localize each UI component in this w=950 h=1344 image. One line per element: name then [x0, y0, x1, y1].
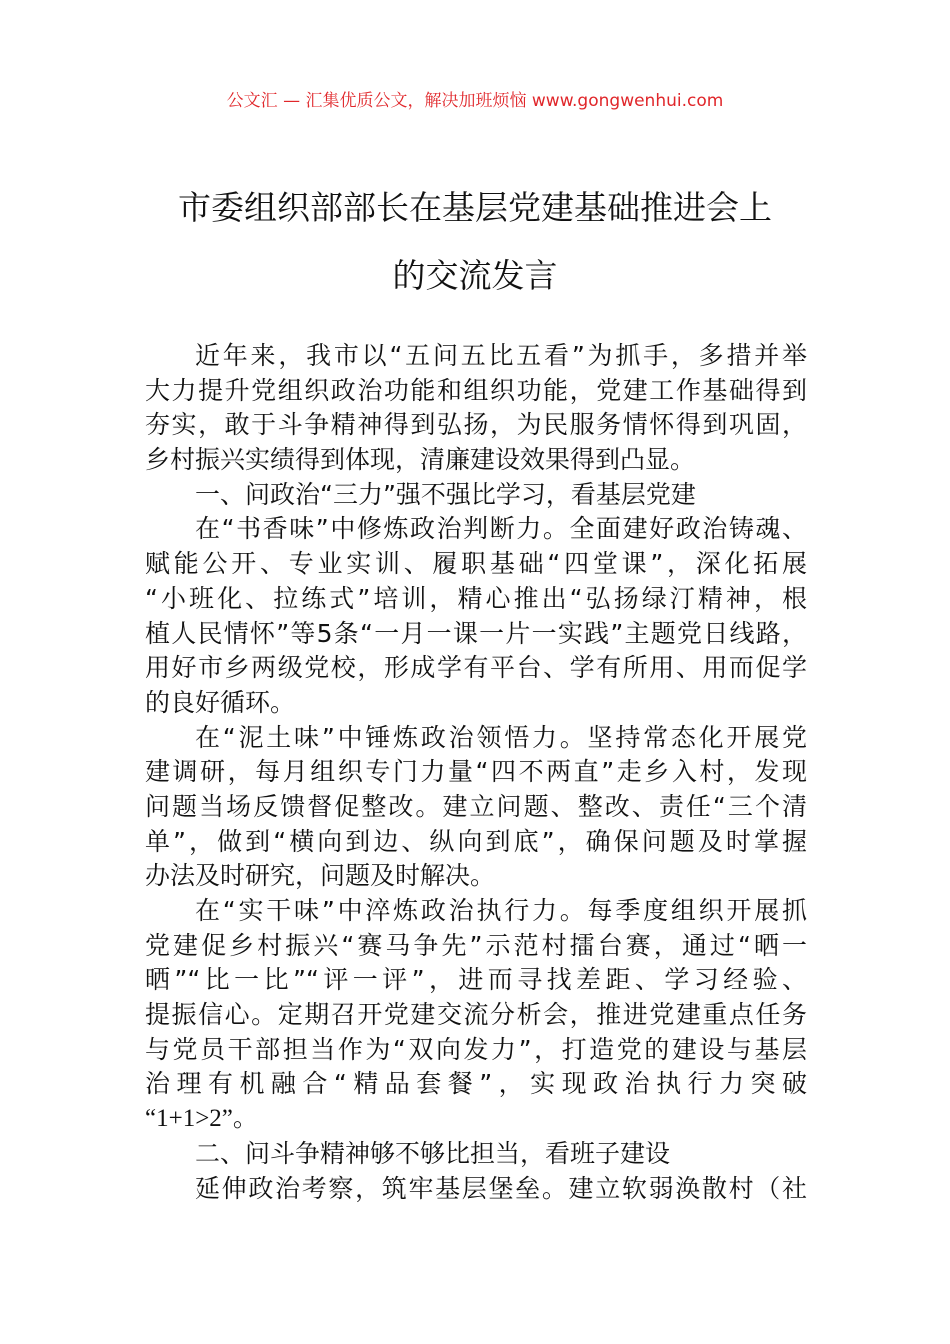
body-line: “小班化、拉练式”培训，精心推出“弘扬绿汀精神，根: [145, 583, 807, 613]
body-line: 用好市乡两级党校，形成学有平台、学有所用、用而促学: [145, 653, 807, 683]
body-line: 党建促乡村振兴“赛马争先”示范村擂台赛，通过“晒一: [145, 930, 807, 960]
body-line: 赋能公开、专业实训、履职基础“四堂课”，深化拓展: [145, 549, 807, 579]
body-line: 延伸政治考察，筑牢基层堡垒。建立软弱涣散村（社: [195, 1173, 807, 1203]
body-line: 近年来，我市以“五问五比五看”为抓手，多措并举: [195, 341, 807, 370]
body-line: 办法及时研究，问题及时解决。: [145, 861, 496, 891]
body-line: 夯实，敢于斗争精神得到弘扬，为民服务情怀得到巩固，: [145, 410, 807, 440]
body-line: 单”，做到“横向到边、纵向到底”，确保问题及时掌握: [145, 826, 807, 856]
body-line: 建调研，每月组织专门力量“四不两直”走乡入村，发现: [145, 757, 807, 787]
body-line: 提振信心。定期召开党建交流分析会，推进党建重点任务: [145, 1000, 807, 1030]
body-line: 在“泥土味”中锤炼政治领悟力。坚持常态化开展党: [195, 722, 807, 752]
document-title-line-1: 市委组织部部长在基层党建基础推进会上: [178, 188, 772, 227]
document-title-line-2: 的交流发言: [392, 256, 558, 295]
body-line: 大力提升党组织政治功能和组织功能，党建工作基础得到: [145, 375, 807, 405]
body-line: 在“书香味”中修炼政治判断力。全面建好政治铸魂、: [195, 514, 807, 544]
body-line: 在“实干味”中淬炼政治执行力。每季度组织开展抓: [195, 896, 807, 925]
document-body: [145, 339, 807, 1206]
body-line: 晒”“比一比”“评一评”，进而寻找差距、学习经验、: [145, 965, 807, 995]
section-heading: 一、问政治“三力”强不强比学习，看基层党建: [195, 479, 696, 509]
body-line: 与党员干部担当作为“双向发力”，打造党的建设与基层: [145, 1034, 807, 1064]
watermark-header: 公文汇 — 汇集优质公文，解决加班烦恼 www.gongwenhui.com: [226, 91, 724, 111]
body-line: “1+1>2”。: [145, 1105, 258, 1133]
section-heading: 二、问斗争精神够不够比担当，看班子建设: [195, 1138, 671, 1168]
body-line: 的良好循环。: [145, 687, 296, 717]
body-line: 问题当场反馈督促整改。建立问题、整改、责任“三个清: [145, 791, 807, 821]
body-line: 治理有机融合“精品套餐”，实现政治执行力突破: [145, 1069, 807, 1099]
body-line: 植人民情怀”等5条“一月一课一片一实践”主题党日线路，: [145, 618, 807, 648]
body-line: 乡村振兴实绩得到体现，清廉建设效果得到凸显。: [145, 445, 696, 475]
